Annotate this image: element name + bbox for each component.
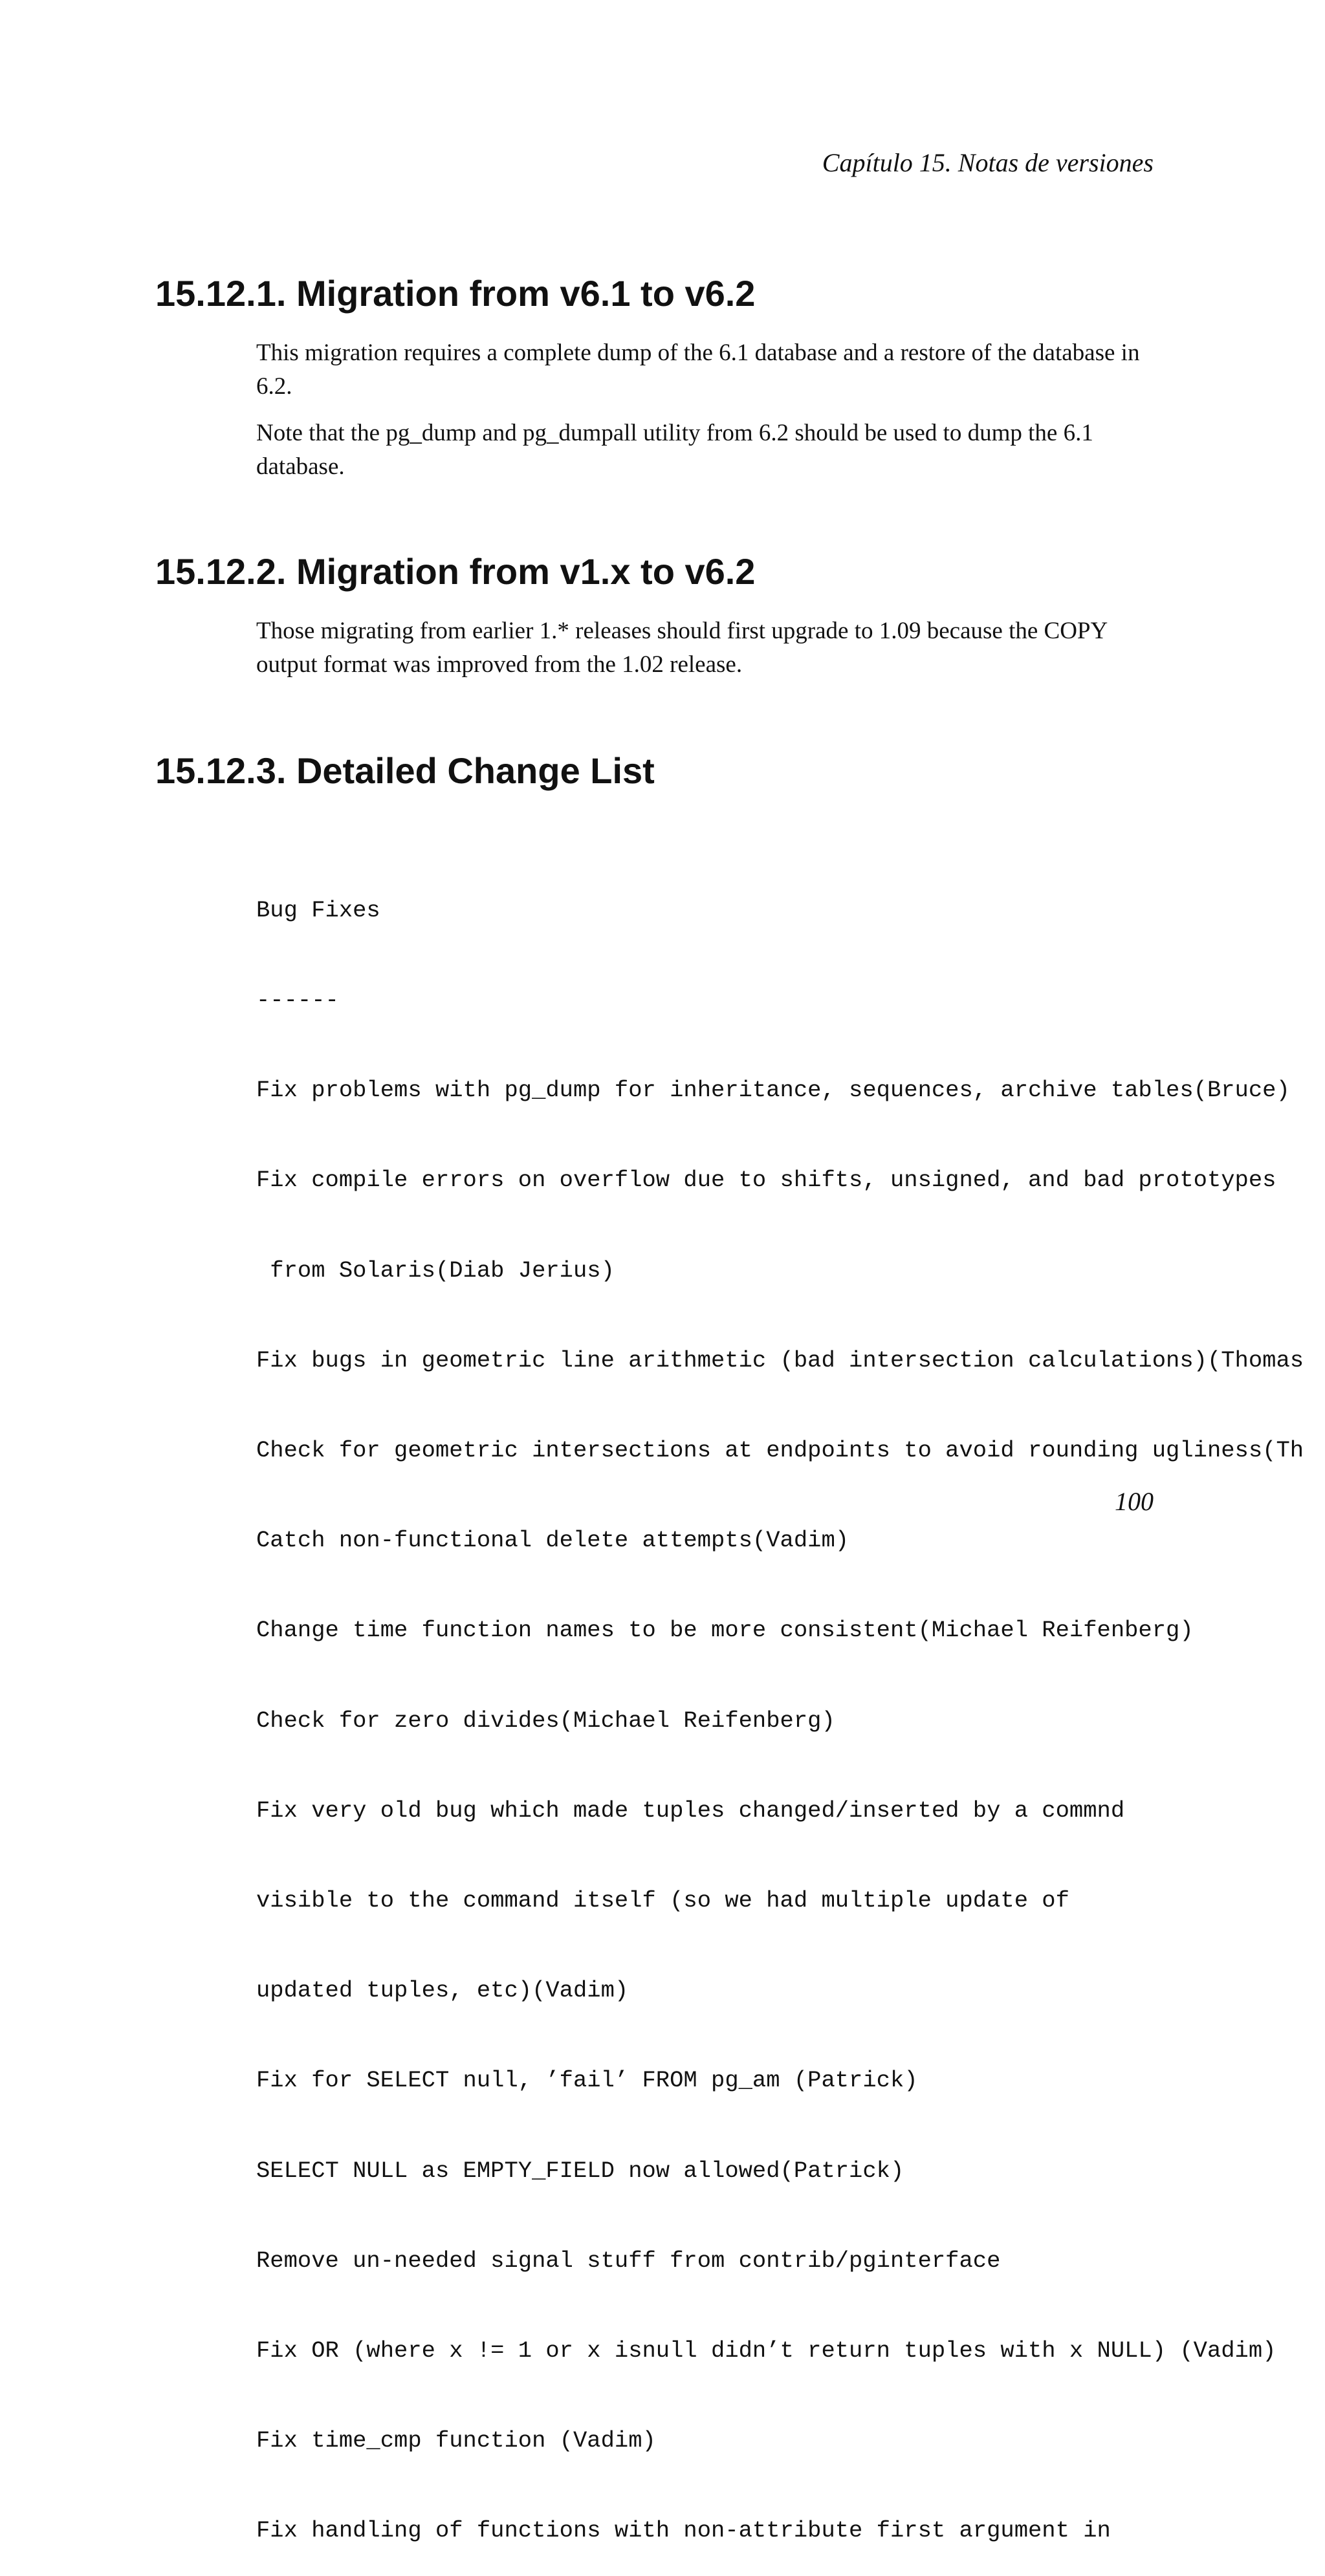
section-heading-migration-v1-x: 15.12.2. Migration from v1.x to v6.2: [155, 551, 756, 592]
paragraph-pg-dump-note: Note that the pg_dump and pg_dumpall utility from 6.2 should be used to dump the 6.1 database.: [256, 420, 1093, 480]
changelog-line: from Solaris(Diab Jerius): [256, 1257, 615, 1284]
changelog-line: Fix very old bug which made tuples changed/inserted by a commnd: [256, 1797, 1125, 1824]
changelog-line: Fix for SELECT null, ’fail’ FROM pg_am (Patrick): [256, 2067, 918, 2094]
changelog-line: Fix compile errors on overflow due to shifts, unsigned, and bad prototypes: [256, 1167, 1276, 1194]
changelog-line: Remove un-needed signal stuff from contrib/pginterface: [256, 2247, 1001, 2274]
changelog-line: SELECT NULL as EMPTY_FIELD now allowed(Patrick): [256, 2157, 904, 2184]
changelog-line: Catch non-functional delete attempts(Vadim): [256, 1527, 849, 1554]
page-number: 100: [1115, 1487, 1154, 1516]
changelog-line: Fix handling of functions with non-attribute first argument in: [256, 2517, 1111, 2544]
changelog-line: ------: [256, 987, 339, 1014]
changelog-line: visible to the command itself (so we had multiple update of: [256, 1887, 1069, 1914]
section-heading-migration-v6-1: 15.12.1. Migration from v6.1 to v6.2: [155, 273, 756, 314]
paragraph-migration-dump: This migration requires a complete dump of the 6.1 database and a restore of the database in 6.2.: [256, 340, 1140, 400]
changelog-line: updated tuples, etc)(Vadim): [256, 1977, 629, 2004]
changelog-line: Bug Fixes: [256, 896, 380, 924]
changelog-line: Fix time_cmp function (Vadim): [256, 2427, 656, 2454]
changelog-line: Check for zero divides(Michael Reifenberg): [256, 1707, 835, 1734]
paragraph-upgrade-note: Those migrating from earlier 1.* releases should first upgrade to 1.09 because the COPY output format was improved from the 1.02 release.: [256, 618, 1107, 678]
changelog-line: Check for geometric intersections at endpoints to avoid rounding ugliness(Th: [256, 1437, 1304, 1464]
changelog-line: Change time function names to be more consistent(Michael Reifenberg): [256, 1617, 1194, 1644]
section-heading-detailed-change-list: 15.12.3. Detailed Change List: [155, 750, 655, 791]
changelog-line: Fix bugs in geometric line arithmetic (bad intersection calculations)(Thomas: [256, 1347, 1304, 1374]
changelog-listing: [256, 836, 1325, 2576]
changelog-line: Fix OR (where x != 1 or x isnull didn’t return tuples with x NULL) (Vadim): [256, 2337, 1276, 2365]
changelog-line: Fix problems with pg_dump for inheritance, sequences, archive tables(Bruce): [256, 1077, 1290, 1104]
running-header: Capítulo 15. Notas de versiones: [822, 148, 1154, 177]
